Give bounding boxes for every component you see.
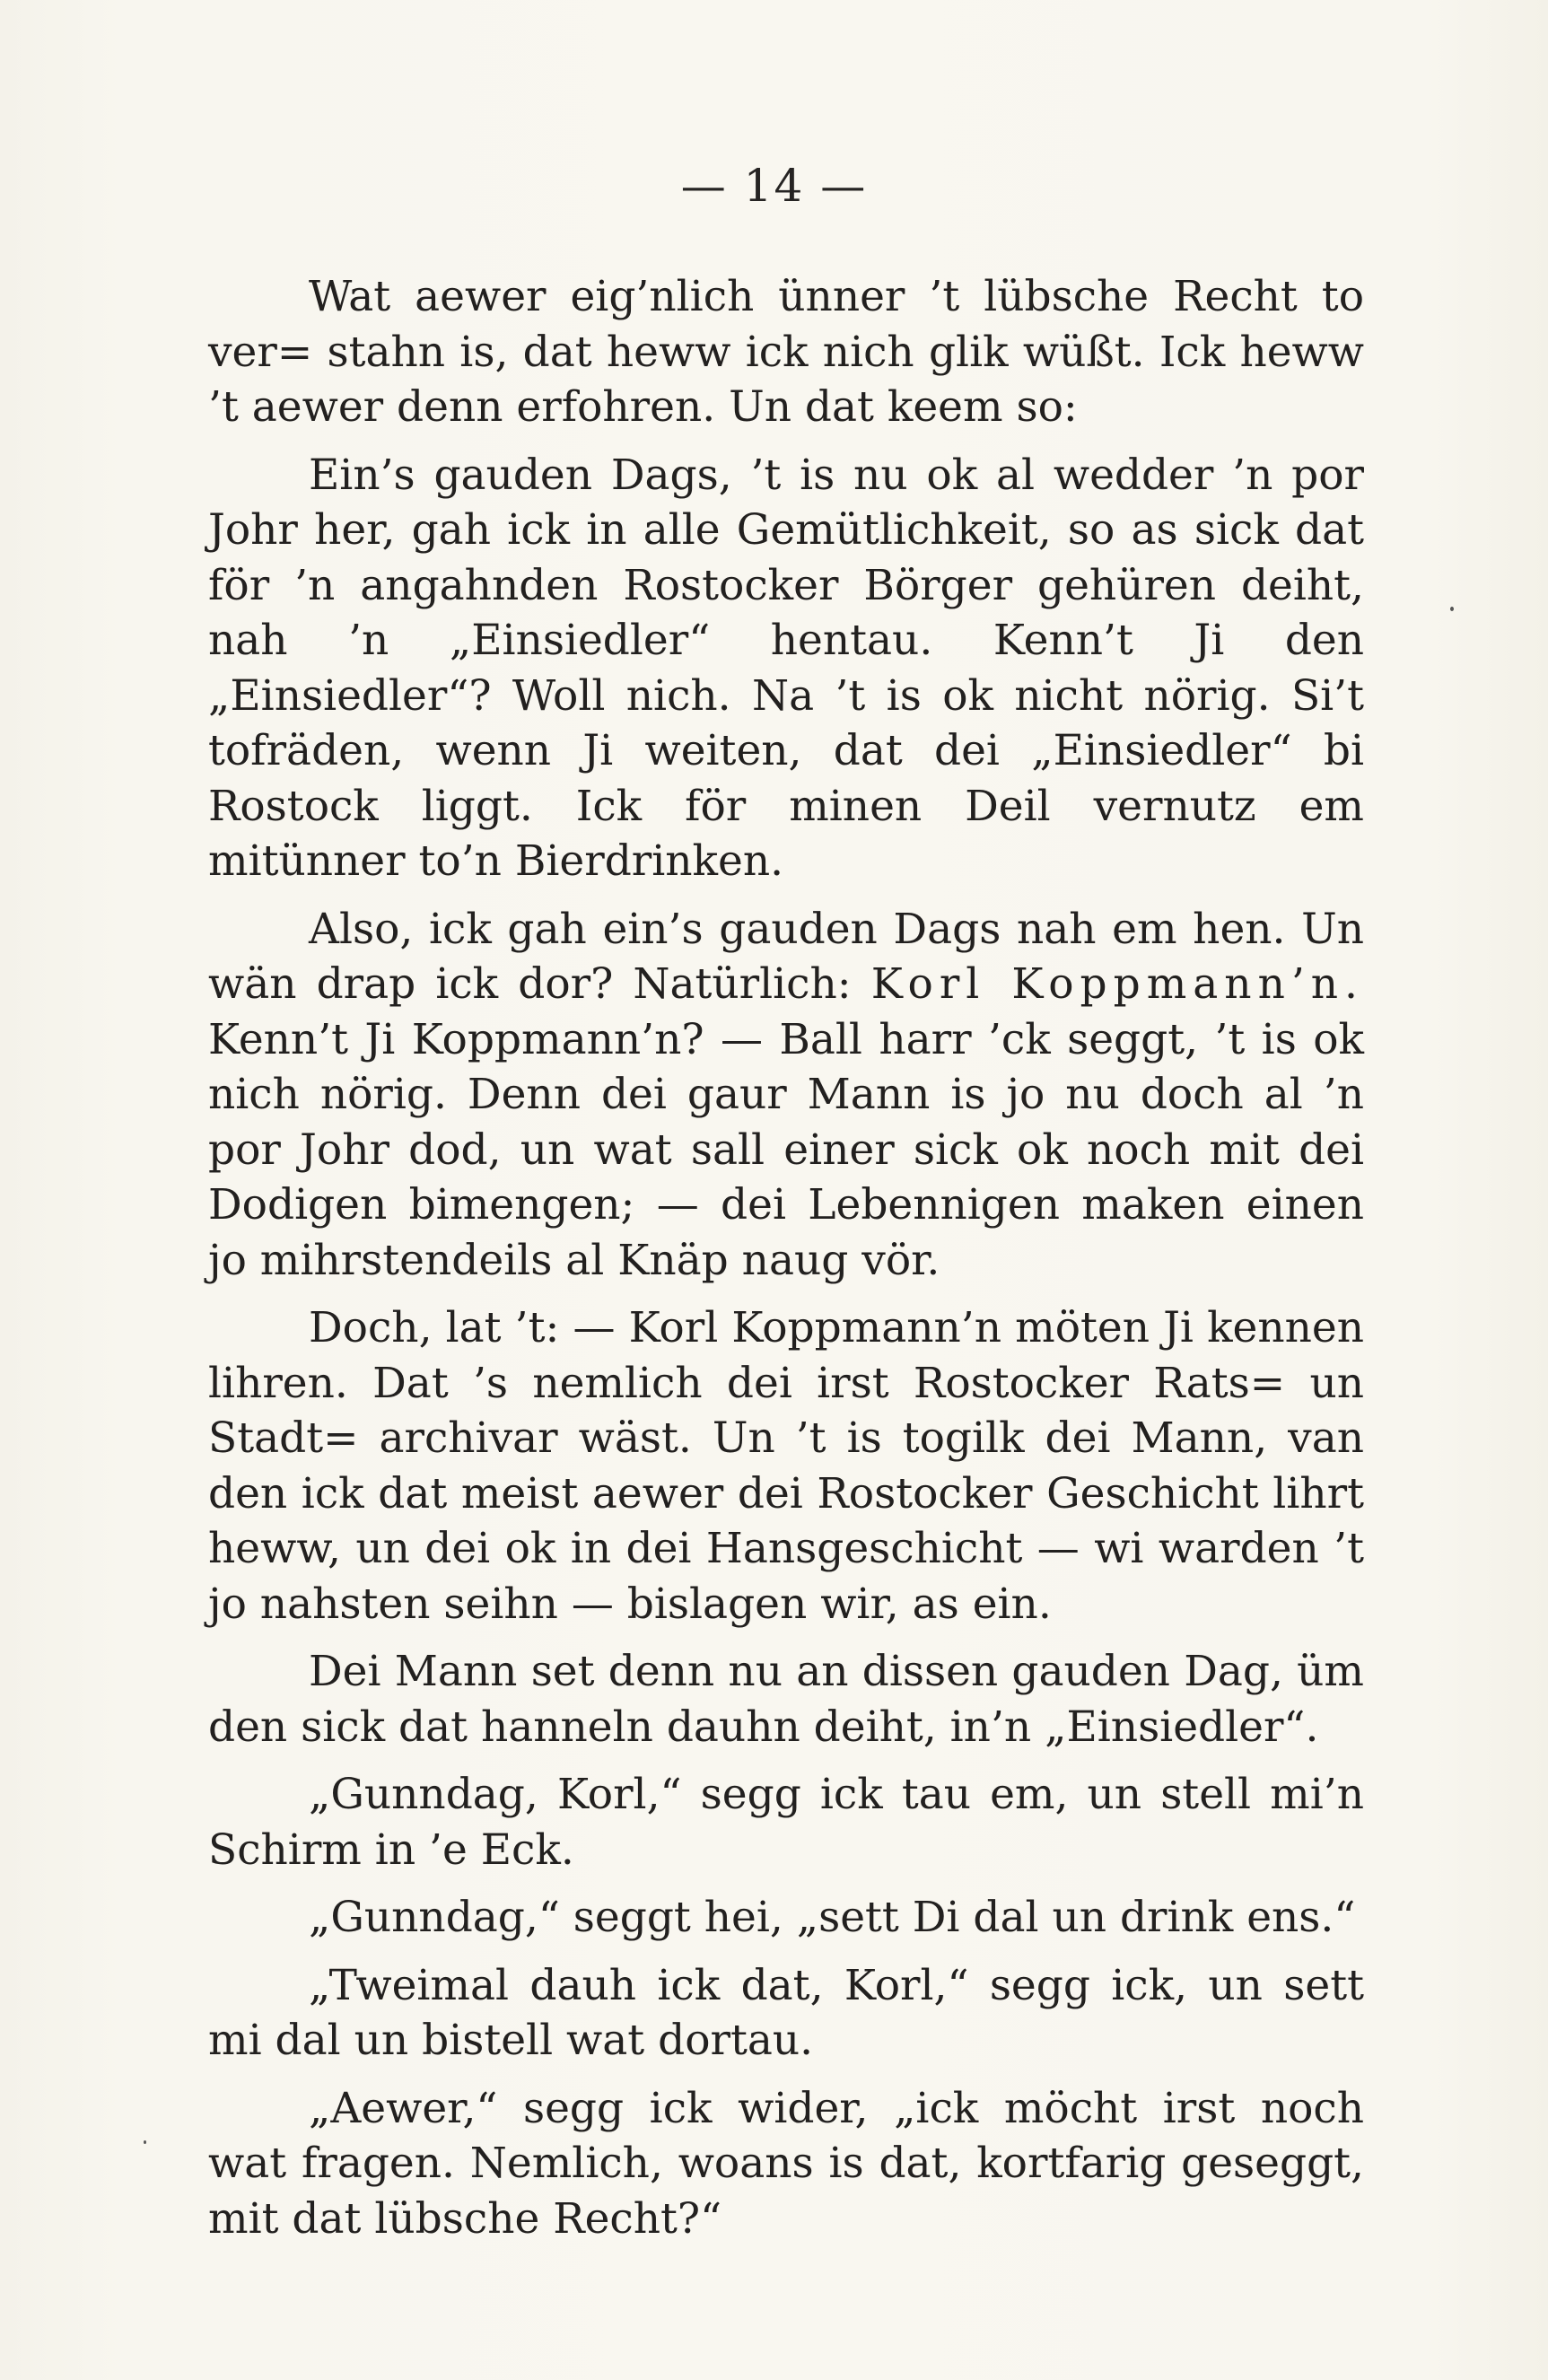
paragraph-2: Ein’s gauden Dags, ’t is nu ok al wedder ’n por Johr her, gah ick in alle Gemütlichkeit, so as sick dat för ’n angahnden Rostocker Börger gehüren deiht, nah ’n „Einsiedler“ hentau. Kenn’t Ji den „Einsiedler“? Woll nich. Na ’t is ok nicht nörig. Si’t tofräden, wenn Ji weiten, dat dei „Einsiedler“ bi Rostock liggt. Ick för minen Deil vernutz em mitünner to’n Bierdrinken. (208, 450, 1364, 886)
paragraph-5: Dei Mann set denn nu an dissen gauden Dag, üm den sick dat hanneln dauhn deiht, in’n „Einsiedler“. (208, 1647, 1364, 1752)
paragraph-7: „Gunndag,“ seggt hei, „sett Di dal un drink ens.“ (309, 1893, 1356, 1942)
paragraph-3-text-after: Kenn’t Ji Koppmann’n? — Ball harr ’ck seggt, ’t is ok nich nörig. Denn dei gaur Mann is jo nu doch al ’n por Johr dod, un wat sall einer sick ok noch mit dei Dodigen bimengen; — dei Lebennigen maken einen jo mihrstendeils al Knäp naug vör. (208, 1014, 1364, 1285)
paragraph-3-text-before: Also, ick gah ein’s gauden Dags nah em hen. Un wän drap ick dor? Natürlich: (208, 904, 1364, 1009)
paragraph-6: „Gunndag, Korl,“ segg ick tau em, un stell mi’n Schirm in ’e Eck. (208, 1770, 1364, 1875)
emphasized-name: Korl Koppmann’n. (870, 959, 1365, 1009)
paper-speck (144, 2140, 146, 2144)
body-text (208, 269, 1364, 2246)
paragraph-8: „Tweimal dauh ick dat, Korl,“ segg ick, un sett mi dal un bistell wat dortau. (208, 1960, 1364, 2065)
paper-speck (1450, 607, 1454, 611)
paragraph-1: Wat aewer eig’nlich ünner ’t lübsche Recht to ver= stahn is, dat heww ick nich glik wüßt. Ick heww ’t aewer denn erfohren. Un dat keem so: (208, 272, 1364, 432)
paragraph-3 (208, 902, 1364, 1289)
page-number: — 14 — (680, 160, 868, 212)
paragraph-4: Doch, lat ’t: — Korl Koppmann’n möten Ji kennen lihren. Dat ’s nemlich dei irst Rostocker Rats= un Stadt= archivar wäst. Un ’t is togilk dei Mann, van den ick dat meist aewer dei Rostocker Geschicht lihrt heww, un dei ok in dei Hansgeschicht — wi warden ’t jo nahsten seihn — bislagen wir, as ein. (208, 1303, 1364, 1629)
paragraph-9: „Aewer,“ segg ick wider, „ick möcht irst noch wat fragen. Nemlich, woans is dat, kortfarig geseggt, mit dat lübsche Recht?“ (208, 2083, 1364, 2244)
